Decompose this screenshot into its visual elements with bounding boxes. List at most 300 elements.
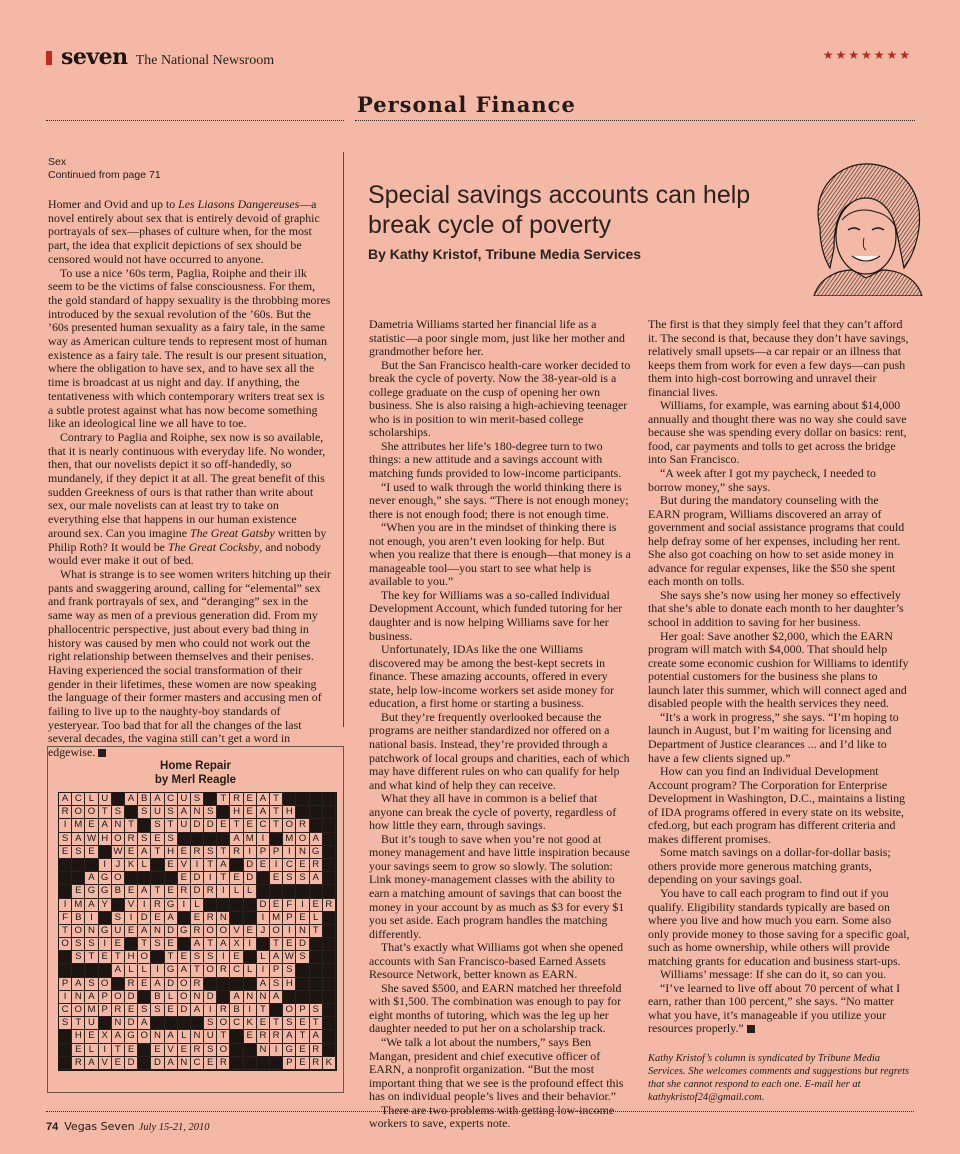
crossword-cell: E	[151, 1044, 164, 1057]
crossword-cell: O	[72, 1004, 85, 1017]
crossword-cell: H	[125, 951, 138, 964]
crossword-block	[178, 833, 191, 846]
crossword-cell: R	[151, 899, 164, 912]
crossword-cell: L	[165, 991, 178, 1004]
crossword-cell: D	[125, 1057, 138, 1070]
crossword-cell: P	[283, 912, 296, 925]
crossword-cell: E	[257, 1017, 270, 1030]
crossword-cell: V	[165, 1044, 178, 1057]
crossword-cell: A	[112, 964, 125, 977]
crossword-cell: E	[151, 912, 164, 925]
masthead	[46, 44, 274, 70]
crossword-block	[283, 885, 296, 898]
crossword-cell: N	[112, 819, 125, 832]
continued-note: Continued from page 71	[48, 169, 161, 181]
crossword-cell: T	[270, 793, 283, 806]
crossword-block	[270, 885, 283, 898]
crossword-cell: O	[283, 819, 296, 832]
crossword-cell: S	[283, 872, 296, 885]
crossword-cell: H	[283, 806, 296, 819]
crossword-cell: L	[85, 793, 98, 806]
crossword-cell: E	[230, 872, 243, 885]
article-paragraph: There are two problems with getting low-income workers to save, experts note.	[369, 1102, 615, 1131]
crossword-cell: U	[178, 819, 191, 832]
crossword-cell: T	[112, 1044, 125, 1057]
crossword-cell: P	[283, 1057, 296, 1070]
crossword-cell: R	[204, 912, 217, 925]
crossword-cell: C	[72, 793, 85, 806]
crossword-cell: O	[296, 833, 309, 846]
crossword-cell: R	[310, 1044, 323, 1057]
crossword-block	[323, 1004, 336, 1017]
crossword-cell: B	[230, 1004, 243, 1017]
crossword-cell: I	[296, 899, 309, 912]
crossword-cell: L	[257, 951, 270, 964]
crossword-block	[59, 872, 72, 885]
crossword-cell: S	[59, 833, 72, 846]
crossword-block	[323, 938, 336, 951]
crossword-cell: O	[138, 951, 151, 964]
left-article-paragraph: What is strange is to see women writers hitching up their pants and swaggering around, calling for “elemental” sex and frank portrayals of sex, and “deranging” sex in the same way as men of a previous generation did. From my phallocentric perspective, just about every bad thing in history was caused by men who could not work out the right relationship between themselves and their penises. Having experienced the social transformation of their gender in their lifetimes, these women are now speaking the language of their former masters and accusing men of failing to live up to the naughty-boy standards of yesteryear. Too bad that for all the changes of the last several decades, the vagina still can’t get a word in edgewise.	[48, 566, 331, 760]
crossword-block	[125, 938, 138, 951]
crossword-cell: I	[257, 912, 270, 925]
crossword-block	[85, 859, 98, 872]
crossword-cell: O	[204, 925, 217, 938]
crossword-cell: E	[270, 872, 283, 885]
crossword-cell: E	[59, 846, 72, 859]
crossword-cell: D	[165, 925, 178, 938]
crossword-cell: I	[257, 833, 270, 846]
crossword-cell: A	[59, 793, 72, 806]
article-column-1	[369, 318, 631, 1131]
crossword-block	[138, 1044, 151, 1057]
crossword-block	[138, 1057, 151, 1070]
crossword-cell: E	[310, 899, 323, 912]
crossword-cell: E	[72, 885, 85, 898]
crossword-block	[99, 964, 112, 977]
crossword-cell: L	[244, 964, 257, 977]
crossword-block	[323, 978, 336, 991]
crossword-cell: L	[125, 964, 138, 977]
kicker: Sex	[48, 156, 67, 168]
crossword-cell: O	[85, 806, 98, 819]
crossword-cell: I	[138, 899, 151, 912]
crossword-cell: A	[270, 991, 283, 1004]
crossword-block	[310, 885, 323, 898]
crossword-cell: A	[191, 938, 204, 951]
crossword-cell: G	[85, 885, 98, 898]
crossword-cell: H	[99, 833, 112, 846]
crossword-cell: T	[257, 1004, 270, 1017]
crossword-block	[296, 793, 309, 806]
crossword-cell: I	[244, 1004, 257, 1017]
crossword-cell: E	[165, 859, 178, 872]
crossword-author: by Merl Reagle	[154, 774, 237, 786]
crossword-cell: T	[191, 964, 204, 977]
crossword-cell: E	[151, 833, 164, 846]
crossword-cell: S	[138, 833, 151, 846]
crossword-cell: R	[310, 1057, 323, 1070]
page-footer	[46, 1120, 210, 1133]
crossword-cell: A	[257, 793, 270, 806]
crossword-cell: N	[257, 991, 270, 1004]
crossword-cell: W	[283, 951, 296, 964]
crossword-cell: S	[283, 964, 296, 977]
crossword-cell: P	[99, 991, 112, 1004]
crossword-cell: S	[310, 1004, 323, 1017]
crossword-cell: A	[85, 991, 98, 1004]
crossword-block	[125, 872, 138, 885]
crossword-block	[230, 859, 243, 872]
crossword-cell: L	[191, 899, 204, 912]
crossword-cell: A	[112, 1030, 125, 1043]
crossword-cell: A	[257, 806, 270, 819]
crossword-cell: E	[178, 872, 191, 885]
byline: By Kathy Kristof, Tribune Media Services	[368, 246, 642, 262]
crossword-cell: I	[191, 859, 204, 872]
article-paragraph: The key for Williams was a so-called Individual Development Account, which funded tutoring for her daughter and is now helping Williams save for her business.	[369, 587, 623, 643]
crossword-cell: E	[244, 806, 257, 819]
crossword-cell: N	[112, 1017, 125, 1030]
crossword-cell: K	[244, 1017, 257, 1030]
crossword-cell: E	[99, 951, 112, 964]
crossword-cell: E	[257, 859, 270, 872]
crossword-block	[323, 912, 336, 925]
crossword-cell: S	[112, 806, 125, 819]
crossword-cell: N	[244, 991, 257, 1004]
crossword-cell: R	[230, 793, 243, 806]
crossword-cell: A	[283, 1030, 296, 1043]
crossword-block	[191, 833, 204, 846]
crossword-cell: E	[204, 1057, 217, 1070]
crossword-cell: A	[165, 912, 178, 925]
crossword-cell: A	[99, 819, 112, 832]
crossword-cell: R	[257, 1030, 270, 1043]
crossword-block	[296, 806, 309, 819]
crossword-cell: R	[59, 806, 72, 819]
article-paragraph: “I used to walk through the world thinking there is never enough,” she says. “There is not enough money; there is not enough food; there is not enough time.	[369, 479, 629, 521]
crossword-cell: E	[85, 846, 98, 859]
crossword-block	[230, 912, 243, 925]
crossword-block	[270, 833, 283, 846]
crossword-block	[270, 1004, 283, 1017]
article-paragraph: She saved $500, and EARN matched her threefold with $1,500. The combination was enough to pay for eight months of tutoring, which was the leg up her daughter needed to put her on a scholarship track.	[369, 980, 622, 1036]
crossword-cell: E	[230, 951, 243, 964]
crossword-cell: H	[72, 1030, 85, 1043]
crossword-cell: S	[138, 806, 151, 819]
crossword-block	[230, 1057, 243, 1070]
crossword-cell: I	[270, 859, 283, 872]
crossword-cell: S	[72, 846, 85, 859]
crossword-block	[191, 1017, 204, 1030]
crossword-cell: U	[151, 806, 164, 819]
crossword-cell: O	[178, 991, 191, 1004]
crossword-cell: D	[257, 899, 270, 912]
crossword-cell: T	[270, 938, 283, 951]
crossword-block	[296, 885, 309, 898]
crossword-cell: R	[72, 1057, 85, 1070]
crossword-cell: N	[85, 925, 98, 938]
crossword-block	[244, 899, 257, 912]
crossword-cell: P	[99, 1004, 112, 1017]
crossword-cell: E	[125, 1004, 138, 1017]
crossword-cell: S	[85, 938, 98, 951]
crossword-cell: C	[191, 1057, 204, 1070]
crossword-cell: E	[125, 846, 138, 859]
left-article-paragraph: Contrary to Paglia and Roiphe, sex now is so available, that it is nearly continuous with everyday life. No wonder, then, that our novelists depict it so off-handedly, so mundanely, if they depict it at all. The great benefit of this sudden Greekness of ours is that rather than write about sex, our male novelists can at least try to take on everything else that happens in our human existence around sex. Can you imagine The Great Gatsby written by Philip Roth? It would be The Great Cocksby, and nobody would ever make it out of bed.	[48, 429, 327, 568]
crossword-block	[323, 806, 336, 819]
crossword-block	[99, 846, 112, 859]
crossword-cell: O	[283, 1004, 296, 1017]
article-paragraph: Dametria Williams started her financial life as a statistic—a poor single mom, just like her mother and grandmother before her.	[369, 317, 625, 359]
crossword-cell: B	[151, 991, 164, 1004]
crossword-block	[59, 1044, 72, 1057]
crossword-cell: P	[296, 1004, 309, 1017]
article-paragraph: Williams’ message: If she can do it, so can you.	[660, 967, 887, 982]
article-paragraph: That’s exactly what Williams got when she opened accounts with San Francisco-based Earned Assets Resource Network, better known as EARN.	[369, 940, 624, 982]
crossword-cell: H	[230, 806, 243, 819]
crossword-cell: A	[165, 1030, 178, 1043]
crossword-block	[217, 899, 230, 912]
crossword-block	[244, 1044, 257, 1057]
crossword-cell: R	[217, 964, 230, 977]
crossword-cell: N	[178, 1057, 191, 1070]
crossword-cell: T	[310, 925, 323, 938]
crossword-cell: R	[270, 1030, 283, 1043]
crossword-block	[257, 938, 270, 951]
crossword-block	[323, 793, 336, 806]
crossword-block	[323, 925, 336, 938]
crossword-cell: G	[165, 964, 178, 977]
article-paragraph: But it’s tough to save when you’re not good at money management and have little inspiration because your savings seem to grow so slowly. The solution: Link money-management classes with the ability to earn a matching amount of savings that can boost the money in your account by as much as $3 for every $1 you set aside. Each program handles the matching differently.	[369, 831, 630, 941]
crossword-block	[72, 859, 85, 872]
crossword-block	[230, 1044, 243, 1057]
crossword-block	[244, 951, 257, 964]
crossword-block	[204, 899, 217, 912]
crossword-cell: M	[283, 833, 296, 846]
crossword-cell: W	[112, 846, 125, 859]
crossword-cell: S	[112, 912, 125, 925]
author-credit: Kathy Kristof’s column is syndicated by Tribune Media Services. She welcomes comments and suggestions but regrets that she cannot respond to each one. E-mail her at kathykristof24@gmail.com.	[648, 1052, 910, 1103]
crossword-cell: N	[296, 846, 309, 859]
crossword-cell: C	[257, 819, 270, 832]
crossword-cell: C	[283, 859, 296, 872]
crossword-cell: D	[191, 885, 204, 898]
crossword-cell: O	[217, 1017, 230, 1030]
crossword-cell: R	[310, 859, 323, 872]
crossword-block	[230, 899, 243, 912]
crossword-cell: T	[59, 925, 72, 938]
crossword-cell: S	[270, 978, 283, 991]
crossword-cell: S	[165, 806, 178, 819]
crossword-cell: D	[296, 938, 309, 951]
crossword-block	[310, 951, 323, 964]
crossword-block	[296, 991, 309, 1004]
crossword-cell: D	[151, 1057, 164, 1070]
crossword-cell: D	[165, 978, 178, 991]
article-paragraph: Unfortunately, IDAs like the one Williams discovered may be among the best-kept secrets in finance. These amazing accounts, offered in every state, help low-income workers set aside money for education, a first home or starting a business.	[369, 642, 615, 711]
crossword-cell: Y	[99, 899, 112, 912]
crossword-cell: E	[112, 938, 125, 951]
crossword-block	[283, 793, 296, 806]
crossword-cell: P	[270, 964, 283, 977]
crossword-cell: E	[85, 1030, 98, 1043]
crossword-block	[112, 793, 125, 806]
crossword-block	[178, 938, 191, 951]
crossword-cell: D	[138, 912, 151, 925]
crossword-cell: H	[165, 846, 178, 859]
article-paragraph: But during the mandatory counseling with the EARN program, Williams discovered an array of government and social assistance programs that could help defray some of her expenses, including her rent. She also got coaching on how to set aside money in advance for regular expenses, like the $50 she spent each month on tolls.	[648, 493, 905, 589]
crossword-block	[310, 964, 323, 977]
rating-stars: ★★★★★★★	[822, 48, 912, 62]
crossword-cell: M	[85, 1004, 98, 1017]
crossword-cell: R	[191, 846, 204, 859]
issue-date: July 15-21, 2010	[138, 1122, 210, 1133]
article-paragraph: She says she’s now using her money so effectively that she’s able to donate each month to her daughter’s school in addition to saving for her business.	[648, 587, 904, 630]
crossword-cell: T	[296, 1030, 309, 1043]
crossword-cell: T	[217, 872, 230, 885]
crossword-cell: L	[85, 1044, 98, 1057]
crossword-cell: A	[230, 991, 243, 1004]
crossword-cell: T	[270, 819, 283, 832]
crossword-cell: T	[138, 938, 151, 951]
crossword-cell: E	[125, 925, 138, 938]
crossword-cell: I	[125, 912, 138, 925]
crossword-block	[230, 1030, 243, 1043]
crossword-cell: N	[296, 925, 309, 938]
crossword-cell: A	[72, 833, 85, 846]
crossword-cell: I	[99, 938, 112, 951]
footer-rule	[46, 1111, 914, 1112]
crossword-block	[270, 1057, 283, 1070]
crossword-cell: K	[323, 1057, 336, 1070]
article-paragraph: “I’ve learned to live off about 70 percent of what I earn, rather than 100 percent,” she says. “No matter what you have, it’s manageable if you utilize your resources properly.”	[648, 980, 901, 1036]
crossword-cell: A	[85, 1057, 98, 1070]
crossword-cell: G	[165, 899, 178, 912]
crossword-block	[138, 991, 151, 1004]
crossword-cell: E	[178, 951, 191, 964]
crossword-cell: T	[125, 819, 138, 832]
crossword-cell: B	[138, 793, 151, 806]
crossword-block	[59, 951, 72, 964]
crossword-block	[323, 819, 336, 832]
crossword-cell: S	[151, 819, 164, 832]
crossword-cell: C	[165, 793, 178, 806]
crossword-cell: I	[270, 1044, 283, 1057]
crossword-cell: I	[151, 964, 164, 977]
crossword-cell: R	[204, 885, 217, 898]
crossword-cell: B	[112, 885, 125, 898]
crossword-cell: S	[138, 1004, 151, 1017]
crossword-cell: A	[138, 925, 151, 938]
crossword-cell: A	[178, 806, 191, 819]
crossword-cell: T	[270, 1017, 283, 1030]
crossword-block	[59, 1057, 72, 1070]
crossword-cell: A	[138, 846, 151, 859]
crossword-block	[230, 978, 243, 991]
crossword-cell: I	[99, 1044, 112, 1057]
crossword-cell: E	[296, 912, 309, 925]
crossword-block	[59, 964, 72, 977]
crossword-cell: T	[151, 885, 164, 898]
crossword-cell: R	[178, 885, 191, 898]
crossword-cell: E	[191, 912, 204, 925]
crossword-cell: G	[99, 885, 112, 898]
crossword-block	[310, 793, 323, 806]
crossword-block	[257, 885, 270, 898]
crossword-cell: M	[270, 912, 283, 925]
page-number: 74	[46, 1121, 59, 1133]
column-divider	[343, 152, 344, 727]
crossword-cell: A	[138, 1017, 151, 1030]
crossword-cell: N	[257, 1044, 270, 1057]
crossword-cell: F	[59, 912, 72, 925]
crossword-cell: S	[151, 1004, 164, 1017]
crossword-cell: I	[217, 885, 230, 898]
article-paragraph: “A week after I got my paycheck, I needed to borrow money,” she says.	[648, 466, 876, 494]
crossword-block	[323, 964, 336, 977]
crossword-cell: E	[178, 1044, 191, 1057]
crossword-cell: O	[178, 978, 191, 991]
crossword-cell: E	[85, 819, 98, 832]
crossword-cell: C	[230, 1017, 243, 1030]
crossword-cell: E	[296, 1017, 309, 1030]
crossword-cell: G	[283, 1044, 296, 1057]
crossword-cell: A	[191, 1004, 204, 1017]
crossword-cell: E	[138, 978, 151, 991]
crossword-block	[204, 793, 217, 806]
crossword-block	[59, 859, 72, 872]
crossword-cell: N	[151, 925, 164, 938]
crossword-cell: N	[191, 991, 204, 1004]
author-portrait	[800, 158, 930, 296]
crossword-cell: E	[244, 819, 257, 832]
crossword-cell: I	[257, 964, 270, 977]
crossword-cell: T	[151, 846, 164, 859]
crossword-title-block	[48, 759, 343, 787]
crossword-cell: O	[217, 925, 230, 938]
crossword-cell: S	[72, 951, 85, 964]
crossword-cell: T	[217, 1030, 230, 1043]
article-column-2	[648, 318, 910, 1104]
crossword-block	[323, 991, 336, 1004]
article-paragraph: But the San Francisco health-care worker decided to break the cycle of poverty. Now the 38-year-old is a college graduate on the cusp of opening her own business. She is also raising a high-achieving teenager who is in position to win merit-based college scholarships.	[369, 357, 631, 440]
crossword-block	[244, 912, 257, 925]
crossword-cell: U	[99, 793, 112, 806]
crossword-cell: P	[270, 846, 283, 859]
crossword-cell: T	[72, 1017, 85, 1030]
crossword-block	[310, 978, 323, 991]
crossword-cell: N	[151, 1030, 164, 1043]
crossword-cell: U	[112, 925, 125, 938]
crossword-cell: A	[125, 793, 138, 806]
crossword-block	[323, 846, 336, 859]
crossword-cell: R	[217, 1057, 230, 1070]
crossword-cell: E	[296, 859, 309, 872]
crossword-block	[296, 978, 309, 991]
crossword-block	[125, 806, 138, 819]
crossword-cell: E	[165, 1004, 178, 1017]
crossword-cell: T	[310, 1017, 323, 1030]
crossword-cell: E	[217, 819, 230, 832]
crossword-cell: T	[99, 806, 112, 819]
crossword-cell: P	[59, 978, 72, 991]
divider-dotted-left	[46, 120, 344, 121]
crossword-cell: O	[138, 1030, 151, 1043]
crossword-block	[178, 1017, 191, 1030]
crossword-cell: E	[178, 846, 191, 859]
crossword-cell: N	[72, 991, 85, 1004]
